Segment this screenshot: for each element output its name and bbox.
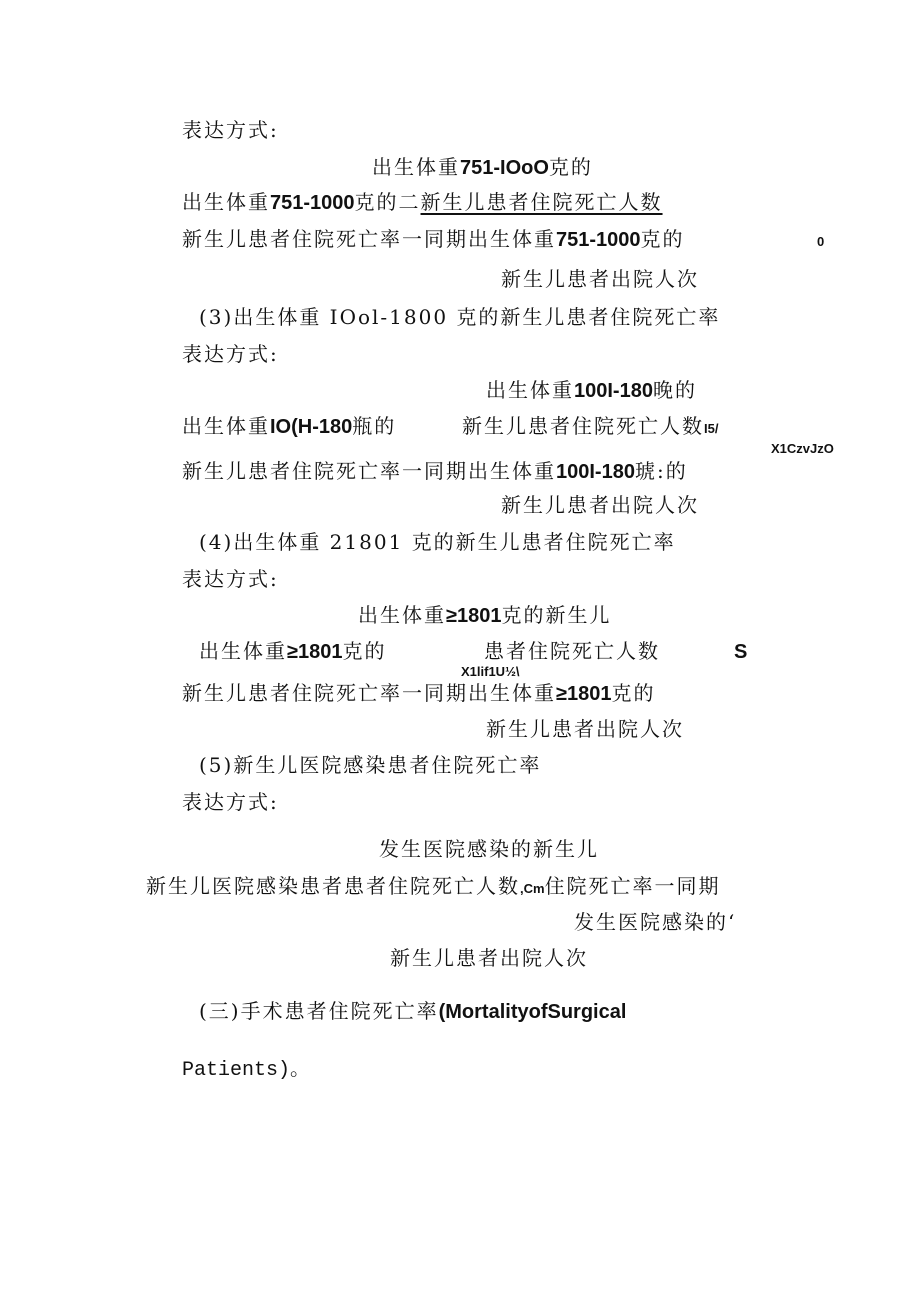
- text: 新生儿患者住院死亡人数: [420, 190, 663, 214]
- formula-numerator-line: 发生医院感染的新生儿: [379, 837, 599, 861]
- text: ≥1801: [287, 641, 343, 663]
- text: Patients): [182, 1059, 291, 1082]
- section-heading-5: (5)新生儿医院感染患者住院死亡率: [199, 753, 542, 777]
- text: 克的新生儿: [501, 603, 612, 627]
- text: 100I-180: [574, 380, 653, 402]
- text: ≥1801: [446, 605, 502, 627]
- formula-line: [182, 680, 655, 707]
- noise-text: 0: [817, 234, 825, 249]
- text: 克的: [640, 227, 685, 251]
- text: 克的二: [354, 190, 421, 214]
- text: 出生体重: [372, 155, 460, 179]
- text: 晚的: [652, 378, 697, 402]
- formula-denominator-line: 新生儿患者出院人次: [486, 717, 684, 741]
- text: 新生儿患者住院死亡率一同期出生体重: [182, 681, 556, 705]
- formula-numerator-line: [372, 154, 593, 181]
- formula-line: [182, 189, 663, 216]
- text: ≥1801: [556, 683, 612, 705]
- text: 出生体重: [182, 414, 270, 438]
- text: 新生儿患者住院死亡率一同期出生体重: [182, 459, 556, 483]
- text: IO(H-180: [270, 416, 353, 438]
- formula-numerator-line: [486, 377, 697, 404]
- section-heading-3: (3)出生体重 IOol-1800 克的新生儿患者住院死亡率: [199, 305, 721, 329]
- text: ,Cm: [520, 881, 545, 896]
- text: I5/: [704, 421, 719, 436]
- text: S: [734, 641, 748, 663]
- text: 克的: [548, 155, 593, 179]
- text: 克的: [342, 639, 387, 663]
- text: 751-1000: [556, 229, 641, 251]
- text: 出生体重: [182, 190, 270, 214]
- section-heading-4: (4)出生体重 21801 克的新生儿患者住院死亡率: [199, 530, 676, 554]
- formula-line-right: 患者住院死亡人数: [484, 639, 660, 663]
- formula-line: [182, 458, 688, 485]
- formula-line: [199, 638, 386, 665]
- text: 克的: [611, 681, 656, 705]
- text: 住院死亡率一同期: [544, 874, 721, 898]
- text: 新生儿患者住院死亡率一同期出生体重: [182, 227, 556, 251]
- formula-line: [146, 873, 721, 899]
- expression-label: 表达方式:: [182, 567, 279, 591]
- section-heading-surgical: [199, 998, 626, 1025]
- text: 新生儿医院感染患者患者住院死亡人数: [146, 874, 520, 898]
- formula-line: 发生医院感染的‘: [574, 910, 737, 934]
- noise-text: [734, 638, 747, 665]
- formula-numerator-line: [358, 602, 611, 629]
- formula-line: [182, 413, 396, 440]
- expression-label: 表达方式:: [182, 342, 279, 366]
- text: (三)手术患者住院死亡率: [199, 999, 439, 1023]
- text: 751-1000: [270, 192, 355, 214]
- text: 出生体重: [358, 603, 446, 627]
- text: 出生体重: [199, 639, 287, 663]
- formula-line-right: [462, 413, 718, 439]
- expression-label: 表达方式:: [182, 118, 279, 142]
- text: (MortalityofSurgical: [438, 1001, 627, 1023]
- formula-denominator-line: 新生儿患者出院人次: [501, 493, 699, 517]
- expression-label: 表达方式:: [182, 790, 279, 814]
- noise-text: X1lif1U½\: [461, 664, 520, 679]
- formula-denominator-line: 新生儿患者出院人次: [390, 946, 588, 970]
- text: 751-IOoO: [460, 157, 549, 179]
- text: 。: [290, 1056, 313, 1080]
- formula-denominator-line: 新生儿患者出院人次: [501, 267, 699, 291]
- text: 出生体重: [486, 378, 574, 402]
- text: 琥:的: [634, 459, 688, 483]
- text: 瓶的: [352, 414, 397, 438]
- formula-line: [182, 226, 685, 253]
- text: 100I-180: [556, 461, 635, 483]
- noise-text: X1CzvJzO: [771, 441, 834, 456]
- paragraph-continuation: [182, 1055, 312, 1084]
- text: 新生儿患者住院死亡人数: [462, 414, 704, 438]
